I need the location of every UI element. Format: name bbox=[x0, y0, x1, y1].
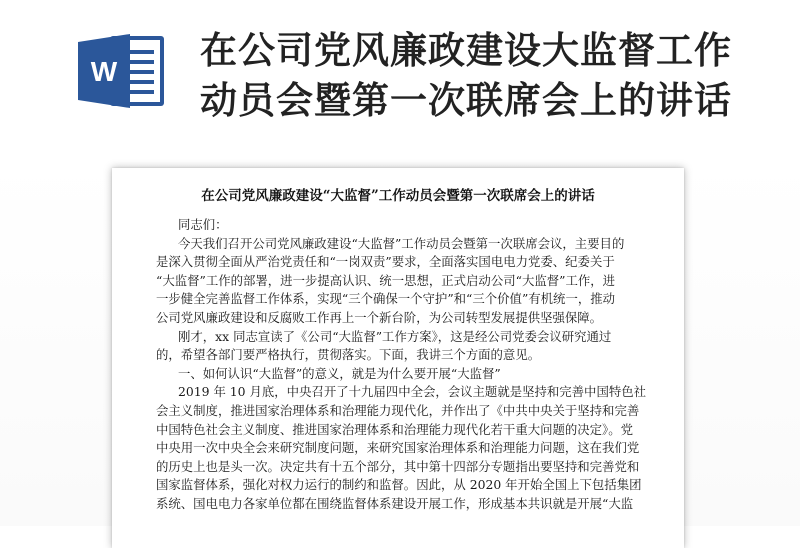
word-icon bbox=[76, 30, 168, 112]
document-paragraph-line: 刚才，xx 同志宣读了《公司“大监督”工作方案》，这是经公司党委会议研究通过 bbox=[178, 328, 612, 344]
document-paragraph-line: “大监督”工作的部署，进一步提高认识、统一思想，正式启动公司“大监督”工作，进 bbox=[156, 272, 616, 288]
document-paragraph-line: 系统、国电电力各家单位都在围绕监督体系建设开展工作，形成基本共识就是开展“大监 bbox=[156, 495, 634, 511]
document-paragraph-line: 的历史上也是头一次。决定共有十五个部分，其中第十四部分专题指出要坚持和完善党和 bbox=[156, 458, 640, 474]
page-title bbox=[200, 26, 780, 126]
document-paragraph-line: 国家监督体系，强化对权力运行的制约和监督。因此，从 2020 年开始全国上下包括集团 bbox=[156, 477, 642, 493]
page-title-line-2: 动员会暨第一次联席会上的讲话 bbox=[200, 79, 732, 122]
document-paragraph-line: 2019 年 10 月底，中央召开了十九届四中全会，会议主题就是坚持和完善中国特色社 bbox=[178, 384, 646, 400]
header-banner bbox=[0, 0, 800, 160]
page-title-line-1: 在公司党风廉政建设大监督工作 bbox=[200, 29, 732, 72]
document-paragraph-line: 会主义制度，推进国家治理体系和治理能力现代化，并作出了《中共中央关于坚持和完善 bbox=[156, 402, 640, 418]
document-paragraph-line: 今天我们召开公司党风廉政建设“大监督”工作动员会暨第一次联席会议，主要目的 bbox=[178, 235, 625, 251]
document-paragraph-line: 一、如何认识“大监督”的意义，就是为什么要开展“大监督” bbox=[178, 365, 501, 381]
svg-text:W: W bbox=[90, 56, 118, 87]
document-page-preview bbox=[112, 168, 684, 548]
document-title: 在公司党风廉政建设“大监督”工作动员会暨第一次联席会上的讲话 bbox=[201, 188, 595, 204]
document-paragraph-line: 中国特色社会主义制度、推进国家治理体系和治理能力现代化若干重大问题的决定》。党 bbox=[156, 421, 634, 437]
document-paragraph-line: 的，希望各部门要严格执行，贯彻落实。下面，我讲三个方面的意见。 bbox=[156, 347, 541, 363]
document-paragraph-line: 一步健全完善监督工作体系，实现“三个确保一个守护”和“三个价值”有机统一，推动 bbox=[156, 291, 616, 307]
document-body bbox=[156, 216, 646, 514]
document-paragraph-line: 同志们： bbox=[178, 217, 228, 232]
document-paragraph-line: 中央用一次中央全会来研究制度问题，来研究国家治理体系和治理能力问题，这在我们党 bbox=[156, 440, 640, 456]
document-paragraph-line: 是深入贯彻全面从严治党责任和“一岗双责”要求，全面落实国电电力党委、纪委关于 bbox=[156, 254, 615, 270]
document-paragraph-line: 公司党风廉政建设和反腐败工作再上一个新台阶，为公司转型发展提供坚强保障。 bbox=[156, 309, 603, 325]
